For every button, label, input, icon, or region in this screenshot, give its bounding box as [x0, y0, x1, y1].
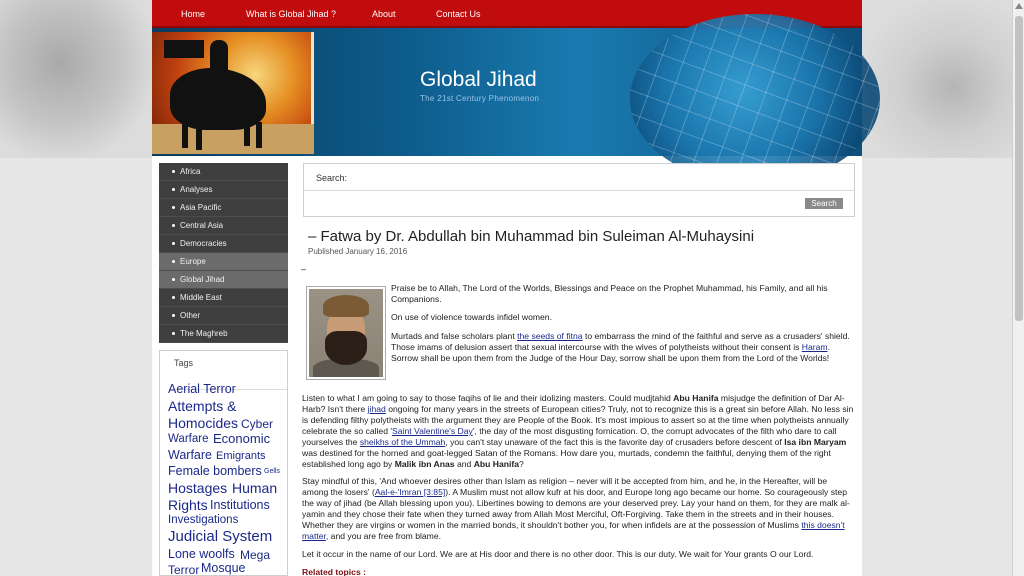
tag-cloud	[159, 350, 288, 576]
paragraph-opening: Praise be to Allah, The Lord of the Worlds, Blessings and Peace on the Prophet Muhammad, his Family, and all his Companions.	[391, 283, 828, 304]
menu-item-asia-pacific[interactable]: Asia Pacific	[159, 199, 288, 217]
menu-item-africa[interactable]: Africa	[159, 163, 288, 181]
background-texture-left	[0, 0, 152, 158]
search-label: Search:	[316, 173, 348, 183]
link-saint-valentines-day[interactable]: Saint Valentine's Day	[392, 426, 473, 436]
link-sheikhs-of-the-ummah[interactable]: sheikhs of the Ummah	[359, 437, 446, 447]
bullet-icon	[172, 332, 175, 335]
menu-item-global-jihad[interactable]: Global Jihad	[159, 271, 288, 289]
nav-about-link[interactable]: About	[372, 9, 396, 19]
post-title[interactable]: – Fatwa by Dr. Abdullah bin Muhammad bin Suleiman Al-Muhaysini	[308, 228, 755, 245]
nav-what-is-global-jihad-link[interactable]: What is Global Jihad ?	[246, 9, 337, 19]
tag-link[interactable]: Investigations	[168, 514, 239, 526]
post-published-date: Published January 16, 2016	[308, 247, 408, 256]
menu-item-middle-east[interactable]: Middle East	[159, 289, 288, 307]
tag-link[interactable]: Aerial Terror	[168, 382, 236, 396]
menu-item-the-maghreb[interactable]: The Maghreb	[159, 325, 288, 343]
tag-link[interactable]: Institutions	[210, 498, 270, 512]
scroll-up-arrow-icon[interactable]	[1015, 3, 1023, 9]
tag-link[interactable]: Warfare	[168, 433, 209, 445]
bullet-icon	[172, 170, 175, 173]
paragraph-stay-mindful: Stay mindful of this, 'And whoever desires other than Islam as religion – never will it be accepted from him, and he, in the Hereafter, will be among the losers' (Aal-e-'Imran [3:85]). A Muslim must not allow kufr at his door, and Europe long ago became our home. So courageously step the way of jihad (be Allah blessing upon you). Libertines bowing to demons are your deserved prey. Lay your hand on them, for they are malk al-yamin and they chose their fate when they turned away from Allah Most Merciful, Oft-Forgiving. Take them in the streets and in their houses. Whether they are virgins or women in the married bonds, it shouldn't bother you, for when infidels are at the possession of Muslims this doesn't matter, and you are free from blame.	[302, 476, 850, 541]
tag-link[interactable]: Cyber	[241, 417, 274, 431]
tag-link[interactable]: Female bombers	[168, 464, 262, 478]
tag-link[interactable]: Gells	[264, 468, 280, 475]
link-haram[interactable]: Haram	[801, 342, 828, 352]
bullet-icon	[172, 224, 175, 227]
tag-link[interactable]: Terror	[168, 563, 200, 576]
search-button[interactable]: Search	[805, 198, 843, 209]
nav-contact-link[interactable]: Contact Us	[436, 9, 481, 19]
tag-link[interactable]: Attempts &	[168, 398, 237, 414]
related-topics-heading: Related topics :	[302, 567, 366, 576]
link-seeds-of-fitna[interactable]: the seeds of fitna	[517, 331, 583, 341]
tag-link[interactable]: Rights	[168, 497, 208, 513]
menu-item-analyses[interactable]: Analyses	[159, 181, 288, 199]
tag-link[interactable]: Economic	[213, 431, 271, 446]
bullet-icon	[172, 188, 175, 191]
menu-item-central-asia[interactable]: Central Asia	[159, 217, 288, 235]
tag-link[interactable]: Judicial System	[168, 528, 273, 545]
paragraph-closing: Let it occur in the name of our Lord. We are at His door and there is no other door. This is our duty. We wait for Your grants O our Lord.	[302, 549, 814, 559]
paragraph-listen: Listen to what I am going to say to those faqihs of lie and their idolizing masters. Could mudjtahid Abu Hanifa misjudge the definition of Dar Al-Harb? Isn't there jihad ongoing for many years in the streets of European cities? Truly, not to recognize this is a great sin before Allah. No less sin is defending filthy polytheists with the argument they are People of the Book. It's most impious to assert so at the time when polytheists annually celebrate the so called 'Saint Valentine's Day', the day of the most disgusting fornication. O, the corrupt advocates of the filth who dare to call yourselves the sheikhs of the Ummah, you can't stay unaware of the fact this is the favorite day of crusaders before descent of Isa ibn Maryam was destined for the horned and goat-legged Satan of the Romans. How dare you, murtads, condemn the faithful, denying them of the right established long ago by Malik ibn Anas and Abu Hanifa?	[302, 393, 854, 469]
bullet-icon	[172, 242, 175, 245]
tag-link[interactable]: Homocides	[168, 415, 239, 431]
search-input[interactable]	[316, 192, 796, 210]
paragraph-topic: On use of violence towards infidel women.	[391, 312, 552, 322]
header-hero-image	[152, 32, 314, 154]
scrollbar-thumb[interactable]	[1015, 16, 1023, 321]
menu-item-democracies[interactable]: Democracies	[159, 235, 288, 253]
bullet-icon	[172, 278, 175, 281]
tag-link[interactable]: Hostages	[168, 480, 228, 496]
tag-link[interactable]: Warfare	[168, 448, 212, 462]
page-container	[152, 0, 862, 576]
bullet-icon	[172, 296, 175, 299]
paragraph-murtads: Murtads and false scholars plant the seeds of fitna to embarrass the mind of the faithful and serve as a crusaders' shield. Those imams of delusion assert that sexual intercourse with the wives of polytheists without their consent is Haram. Sorrow shall be upon them from the Judge of the Hour Day, sorrow shall be upon them from the Lord of the Worlds!	[391, 331, 850, 363]
search-widget	[303, 163, 855, 217]
rider-silhouette	[210, 40, 228, 80]
menu-item-other[interactable]: Other	[159, 307, 288, 325]
tag-link[interactable]: Lone woolfs	[168, 547, 235, 561]
menu-item-europe[interactable]: Europe	[159, 253, 288, 271]
category-menu	[159, 163, 288, 343]
author-portrait-image	[306, 286, 386, 380]
globe-graphic	[630, 14, 880, 184]
site-header	[152, 28, 862, 156]
tags-heading: Tags	[174, 358, 194, 368]
link-jihad[interactable]: jihad	[367, 404, 386, 414]
link-aal-e-imran[interactable]: Aal-e-'Imran [3:85]	[374, 487, 446, 497]
site-title[interactable]: Global Jihad	[420, 68, 537, 91]
post-dash-mark: –	[301, 264, 307, 274]
tag-link[interactable]: Emigrants	[216, 450, 266, 462]
vertical-scrollbar[interactable]	[1012, 0, 1024, 576]
nav-home-link[interactable]: Home	[181, 9, 206, 19]
flag-graphic	[164, 40, 204, 58]
tag-link[interactable]: Human	[232, 480, 278, 496]
site-tagline: The 21st Century Phenomenon	[420, 94, 540, 103]
background-texture-right	[862, 0, 1014, 158]
bullet-icon	[172, 260, 175, 263]
bullet-icon	[172, 314, 175, 317]
bullet-icon	[172, 206, 175, 209]
link-this-doesnt-matter[interactable]: this doesn't matter	[302, 520, 845, 541]
tag-link[interactable]: Mega	[240, 548, 271, 562]
tag-link[interactable]: Mosque	[201, 561, 246, 575]
